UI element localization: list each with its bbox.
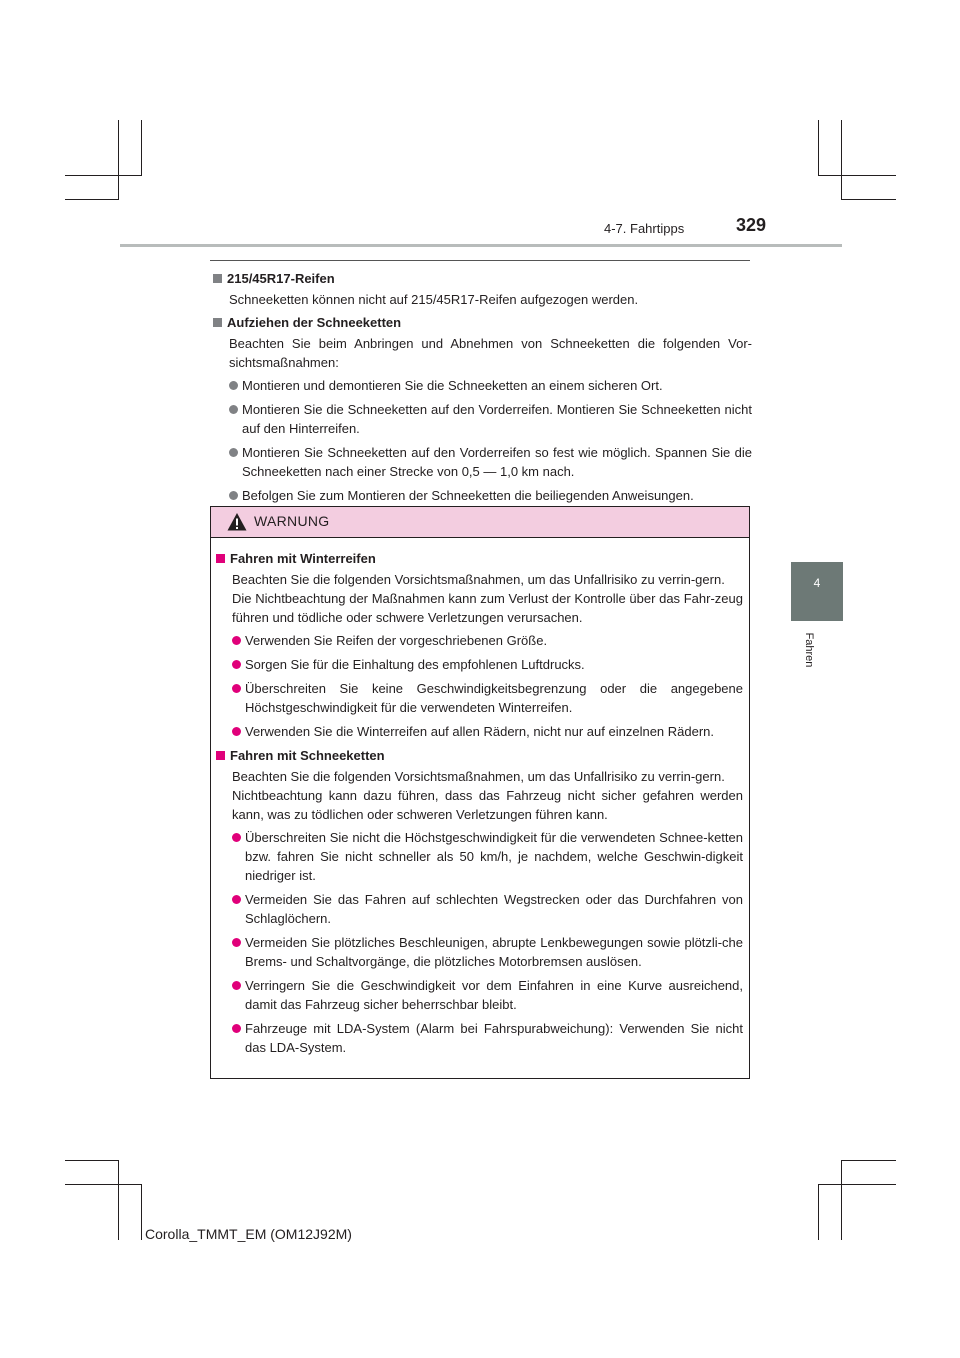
section-heading: Aufziehen der Schneeketten	[210, 313, 752, 332]
section-title: 4-7. Fahrtipps	[604, 221, 685, 236]
list-item: Montieren und demontieren Sie die Schneeketten an einem sicheren Ort.	[210, 376, 752, 395]
warning-title: WARNUNG	[254, 513, 330, 529]
list-item: Vermeiden Sie plötzliches Beschleunigen, abrupte Lenkbewegungen sowie plötzli-che Brems- und Schaltvorgänge, die plötzliches Motorbremsen auslösen.	[213, 933, 743, 971]
crop-mark	[841, 1160, 896, 1161]
page-number: 329	[736, 215, 767, 235]
list-item: Verringern Sie die Geschwindigkeit vor dem Einfahren in eine Kurve ausreichend, damit das Fahrzeug sicher beherrschbar bleibt.	[213, 976, 743, 1014]
chapter-tab	[791, 562, 843, 621]
list-item: Montieren Sie die Schneeketten auf den Vorderreifen. Montieren Sie Schneeketten nicht auf den Hinterreifen.	[210, 400, 752, 438]
crop-mark	[65, 199, 119, 200]
list-item: Verwenden Sie Reifen der vorgeschriebenen Größe.	[213, 631, 743, 650]
section-heading: 215/45R17-Reifen	[210, 269, 752, 288]
list-item: Überschreiten Sie keine Geschwindigkeitsbegrenzung oder die angegebene Höchstgeschwindigkeit für die verwendeten Winterreifen.	[213, 679, 743, 717]
section-text: Schneeketten können nicht auf 215/45R17-Reifen aufgezogen werden.	[229, 292, 639, 307]
warning-text: Nichtbeachtung kann dazu führen, dass das Fahrzeug nicht sicher gefahren werden kann, was zu tödlichen oder schweren Verletzungen führen kann.	[232, 788, 743, 822]
list-item: Verwenden Sie die Winterreifen auf allen Rädern, nicht nur auf einzelnen Rädern.	[213, 722, 743, 741]
crop-mark	[65, 1160, 119, 1161]
list-item: Sorgen Sie für die Einhaltung des empfohlenen Luftdrucks.	[213, 655, 743, 674]
list-item: Montieren Sie Schneeketten auf den Vorderreifen so fest wie möglich. Spannen Sie die Schneeketten nach einer Strecke von 0,5 — 1,0 km nach.	[210, 443, 752, 481]
crop-mark	[841, 120, 842, 200]
warning-header	[211, 507, 749, 538]
list-item: Fahrzeuge mit LDA-System (Alarm bei Fahrspurabweichung): Verwenden Sie nicht das LDA-System.	[213, 1019, 743, 1057]
section-text: Beachten Sie beim Anbringen und Abnehmen von Schneeketten die folgenden Vor-sichtsmaßnahmen:	[229, 336, 752, 370]
crop-mark	[818, 175, 896, 176]
warning-text: Beachten Sie die folgenden Vorsichtsmaßnahmen, um das Unfallrisiko zu verrin-gern.	[232, 572, 725, 587]
crop-mark	[65, 175, 142, 176]
content-divider	[210, 260, 750, 261]
main-content	[210, 269, 752, 510]
header-divider	[120, 244, 842, 247]
crop-mark	[141, 1184, 142, 1240]
footer-document-id: Corolla_TMMT_EM (OM12J92M)	[145, 1226, 352, 1242]
crop-mark	[818, 120, 819, 176]
warning-box	[210, 506, 750, 1079]
crop-mark	[118, 1160, 119, 1240]
crop-mark	[818, 1184, 896, 1185]
list-item: Überschreiten Sie nicht die Höchstgeschwindigkeit für die verwendeten Schnee-ketten bzw. fahren Sie nicht schneller als 50 km/h, je nachdem, welche Geschwin-digkeit niedriger ist.	[213, 828, 743, 885]
chapter-number: 4	[813, 576, 821, 590]
warning-heading: Fahren mit Winterreifen	[213, 549, 743, 568]
crop-mark	[841, 1160, 842, 1240]
warning-triangle-icon	[227, 512, 247, 532]
crop-mark	[118, 120, 119, 200]
warning-text: Beachten Sie die folgenden Vorsichtsmaßnahmen, um das Unfallrisiko zu verrin-gern.	[232, 769, 725, 784]
crop-mark	[841, 199, 896, 200]
warning-body	[211, 538, 749, 1057]
chapter-label: Fahren	[803, 632, 815, 668]
warning-heading: Fahren mit Schneeketten	[213, 746, 743, 765]
warning-text: Die Nichtbeachtung der Maßnahmen kann zum Verlust der Kontrolle über das Fahr-zeug führen und tödliche oder schwere Verletzungen verursachen.	[232, 591, 743, 625]
crop-mark	[65, 1184, 142, 1185]
list-item: Befolgen Sie zum Montieren der Schneeketten die beiliegenden Anweisungen.	[210, 486, 752, 505]
crop-mark	[141, 120, 142, 176]
crop-mark	[818, 1184, 819, 1240]
list-item: Vermeiden Sie das Fahren auf schlechten Wegstrecken oder das Durchfahren von Schlaglöchern.	[213, 890, 743, 928]
